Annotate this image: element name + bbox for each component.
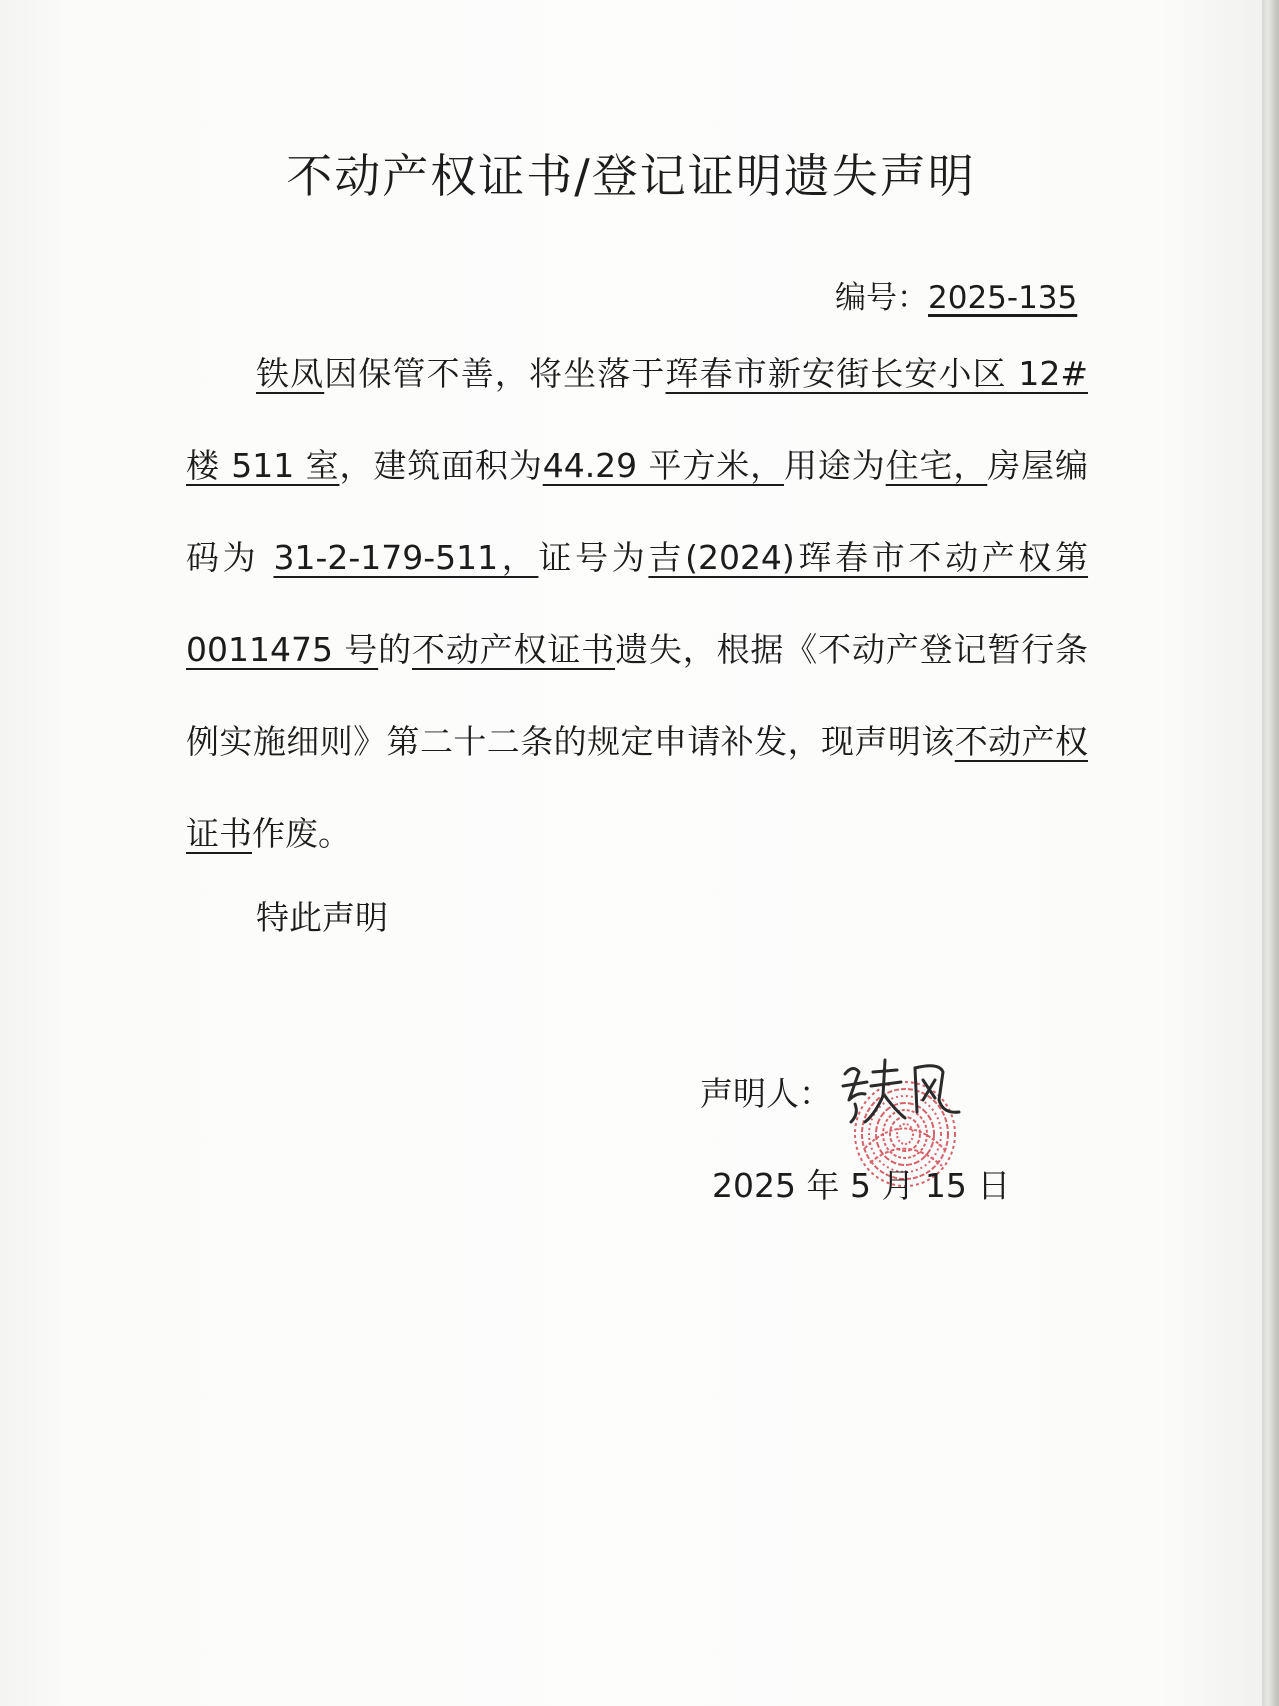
serial-label: 编号：: [835, 280, 928, 316]
text-segment: 用途为: [784, 446, 886, 485]
certificate-type-repeat: 不动产权证书: [186, 722, 1089, 853]
text-segment: 遗失，根据《不动产登记暂行条例实施细则》第二十二条的规定申请补发，现声明该: [186, 630, 1089, 761]
declaration-date: 2025 年 5 月 15 日: [712, 1166, 1011, 1205]
house-code: 31-2-179-511，: [273, 538, 539, 577]
text-segment: 因保管不善，将坐落于: [324, 354, 666, 393]
property-address: 珲春市新安街长安小区 12#楼 511 室: [186, 354, 1088, 485]
document-title: 不动产权证书/登记证明遗失声明: [286, 149, 976, 203]
declaration-paragraph: [186, 328, 1088, 880]
paper-edge: [1262, 0, 1279, 1706]
serial-line: [835, 272, 1077, 317]
owner-name: 铁凤: [256, 354, 325, 393]
closing-statement: 特此声明: [256, 898, 388, 937]
text-segment: 作废。: [252, 814, 351, 853]
building-area: 44.29 平方米，: [542, 446, 785, 485]
serial-number: 2025-135: [928, 280, 1078, 316]
text-segment: 证号为: [538, 538, 649, 577]
handwritten-signature: [835, 1052, 965, 1132]
certificate-type: 不动产权证书: [412, 630, 616, 669]
text-segment: ，建筑面积为: [339, 446, 543, 485]
text-segment: 的: [378, 630, 412, 669]
declarant-label: 声明人：: [700, 1074, 832, 1113]
text-segment: 房屋编码为: [186, 446, 1089, 577]
property-usage: 住宅，: [885, 446, 988, 485]
certificate-number: 吉(2024)珲春市不动产权第 0011475 号: [186, 538, 1089, 669]
